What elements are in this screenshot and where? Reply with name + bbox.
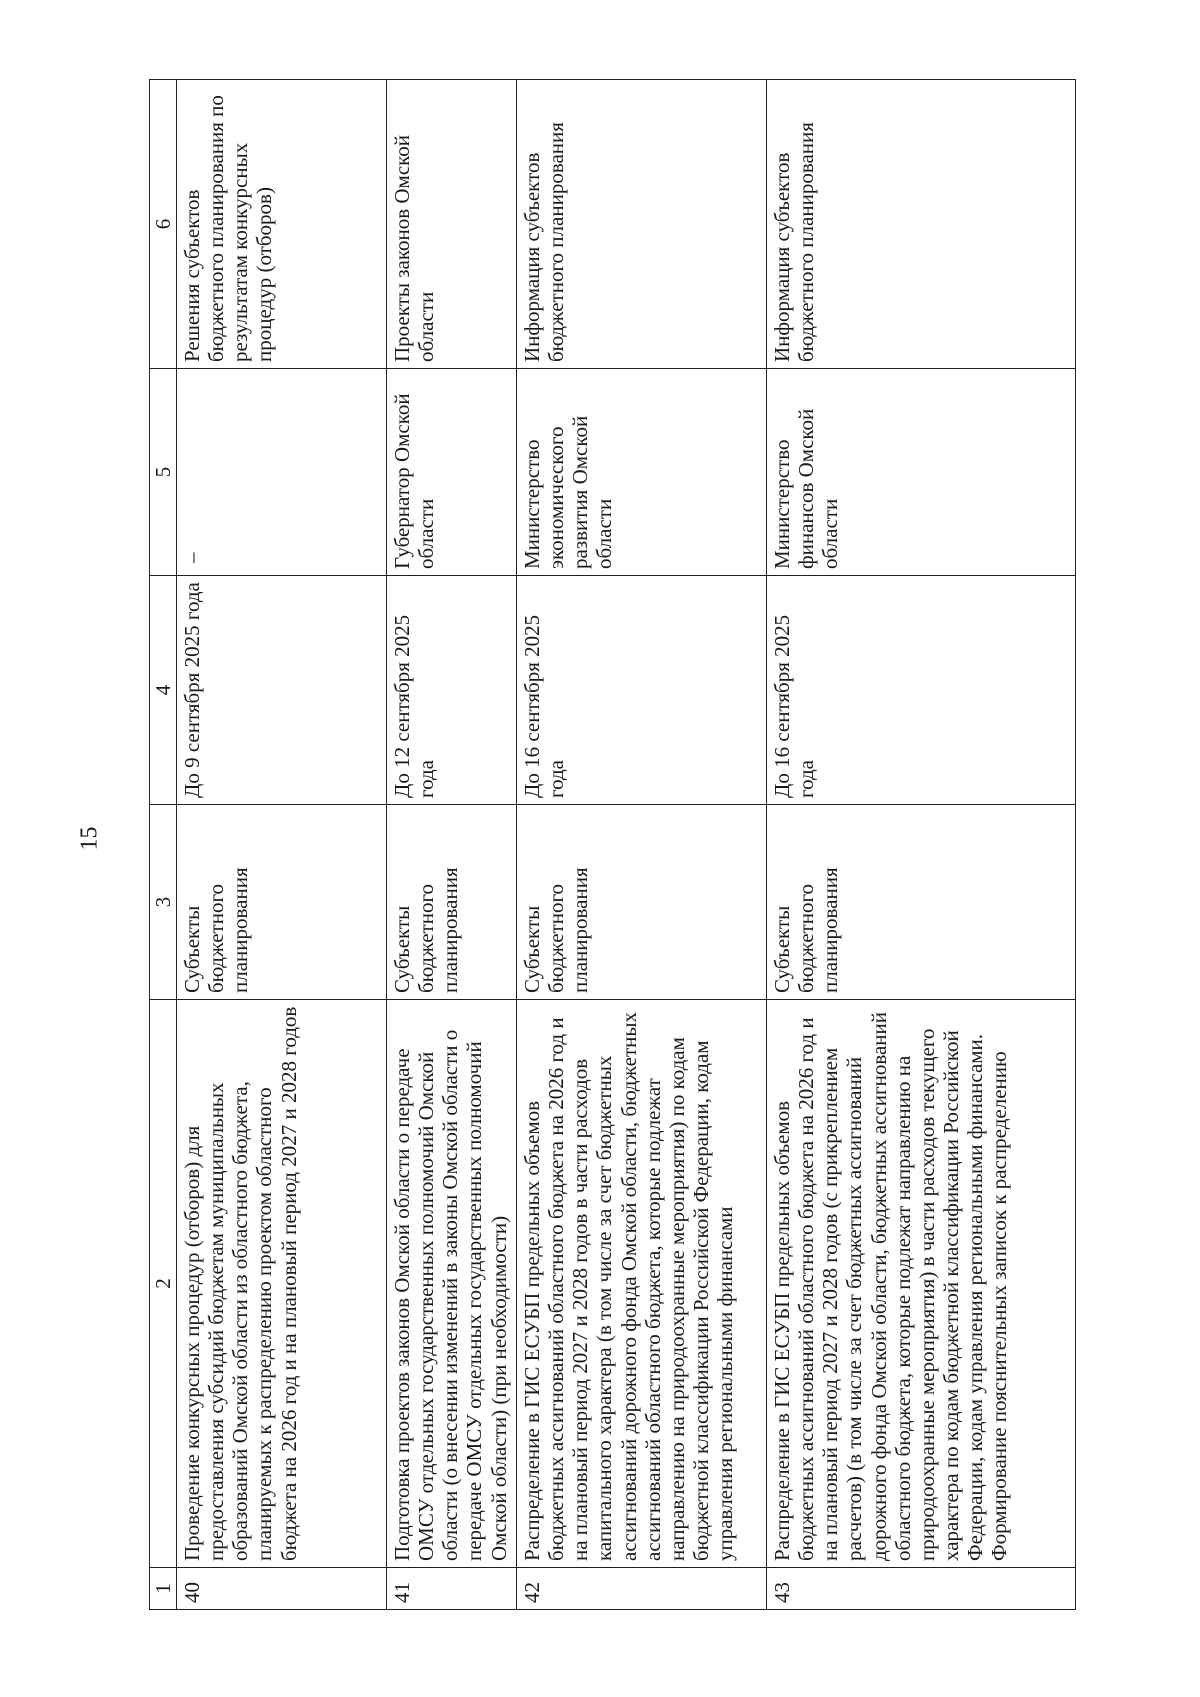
row-recipient: Губернатор Омской области [387, 369, 517, 576]
row-executor: Субъекты бюджетного планирования [387, 805, 517, 1000]
plan-table-container [149, 80, 1074, 1610]
row-description-main: Распределение в ГИС ЕСУБП предельных объемов бюджетных ассигнований областного бюджета на 2026 год и на плановый период 2027 и 2028 годов (с прикреплением расчетов) (в том числе за счет бюджетных ассигнований дорожного фонда Омской области, бюджетных ассигнований областного бюджета, которые подлежат направлению на природоохранные мероприятия) в части расходов текущего характера по кодам бюджетной классификации Российской Федерации, кодам управления региональными финансами. [770, 1012, 988, 1561]
row-recipient: – [177, 369, 387, 576]
row-executor: Субъекты бюджетного планирования [177, 805, 387, 1000]
row-number: 40 [177, 1568, 387, 1610]
column-header: 4 [150, 576, 177, 805]
table-row [767, 80, 1076, 1610]
column-header: 5 [150, 369, 177, 576]
table-row [517, 80, 767, 1610]
row-executor: Субъекты бюджетного планирования [517, 805, 767, 1000]
row-deadline: До 9 сентября 2025 года [177, 576, 387, 805]
row-description: Распределение в ГИС ЕСУБП предельных объемов бюджетных ассигнований областного бюджета на 2026 год и на плановый период 2027 и 2028 годов в части расходов капитального характера (в том числе за счет бюджетных ассигнований дорожного фонда Омской области, бюджетных ассигнований областного бюджета, которые подлежат направлению на природоохранные мероприятия) по кодам бюджетной классификации Российской Федерации, кодам управления региональными финансами [517, 1000, 767, 1568]
row-deadline: До 16 сентября 2025 года [767, 576, 1076, 805]
row-result: Решения субъектов бюджетного планирования по результатам конкурсных процедур (отборов) [177, 80, 387, 369]
column-header: 2 [150, 1000, 177, 1568]
row-deadline: До 12 сентября 2025 года [387, 576, 517, 805]
table-row [387, 80, 517, 1610]
row-number: 43 [767, 1568, 1076, 1610]
row-description-extra: Формирование пояснительных записок к распределению [987, 1051, 1012, 1561]
row-result: Информация субъектов бюджетного планирования [517, 80, 767, 369]
row-executor: Субъекты бюджетного планирования [767, 805, 1076, 1000]
row-recipient: Министерство экономического развития Омской области [517, 369, 767, 576]
column-header: 6 [150, 80, 177, 369]
row-result: Информация субъектов бюджетного планирования [767, 80, 1076, 369]
row-recipient: Министерство финансов Омской области [767, 369, 1076, 576]
table-row [177, 80, 387, 1610]
row-deadline: До 16 сентября 2025 года [517, 576, 767, 805]
row-number: 42 [517, 1568, 767, 1610]
row-description: Проведение конкурсных процедур (отборов) для предоставления субсидий бюджетам муниципальных образований Омской области из областного бюджета, планируемых к распределению проектом областного бюджета на 2026 год и на плановый период 2027 и 2028 годов [177, 1000, 387, 1568]
page-number: 15 [76, 826, 103, 851]
column-header: 1 [150, 1568, 177, 1610]
row-description [767, 1000, 1076, 1568]
plan-table [149, 79, 1076, 1610]
row-result: Проекты законов Омской области [387, 80, 517, 369]
row-description: Подготовка проектов законов Омской области о передаче ОМСУ отдельных государственных полномочий Омской области (о внесении изменений в законы Омской области о передаче ОМСУ отдельных государственных полномочий Омской области) (при необходимости) [387, 1000, 517, 1568]
column-header: 3 [150, 805, 177, 1000]
row-number: 41 [387, 1568, 517, 1610]
table-header-row [150, 80, 177, 1610]
